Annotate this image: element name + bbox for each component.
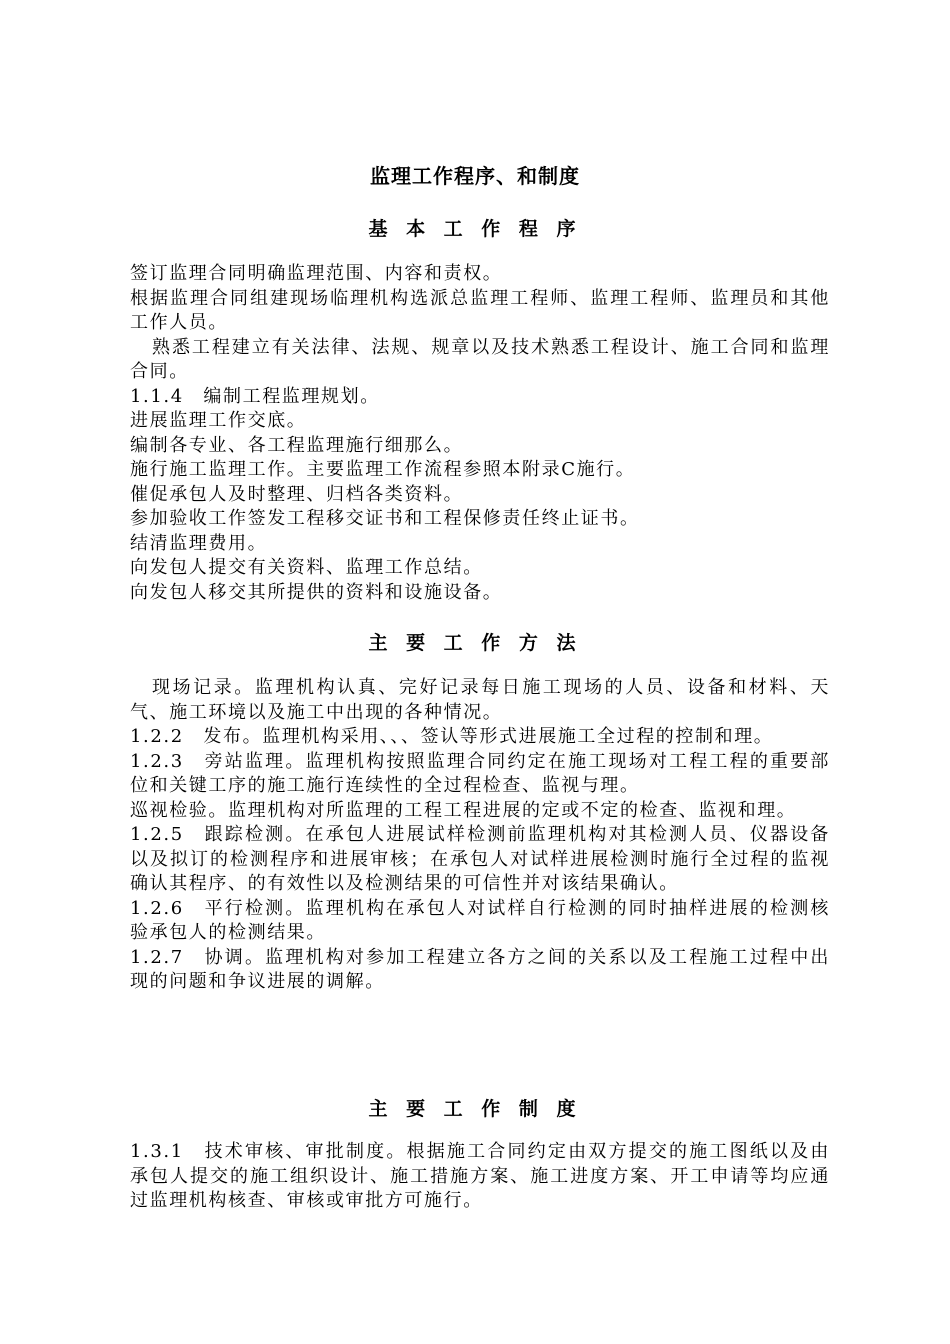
paragraph: 1.2.5 跟踪检测。在承包人进展试样检测前监理机构对其检测人员、仪器设备以及拟订的检测程序和进展审核；在承包人对试样进展检测时施行全过程的监视确认其程序、的有效性以及检测结果的可信性并对该结果确认。	[130, 824, 830, 894]
paragraph: 1.2.6 平行检测。监理机构在承包人对试样自行检测的同时抽样进展的检测核验承包人的检测结果。	[130, 897, 830, 943]
paragraph: 1.2.3 旁站监理。监理机构按照监理合同约定在施工现场对工程工程的重要部位和关键工序的施工施行连续性的全过程检查、监视与理。	[130, 750, 830, 796]
section-heading-basic-procedure: 基 本 工 作 程 序	[368, 218, 582, 240]
paragraph: 参加验收工作签发工程移交证书和工程保修责任终止证书。	[130, 508, 640, 529]
paragraph: 编制各专业、各工程监理施行细那么。	[130, 434, 464, 456]
section-body-main-systems	[130, 1140, 830, 1214]
paragraph: 向发包人移交其所提供的资料和设施设备。	[130, 581, 503, 603]
paragraph: 结清监理费用。	[130, 532, 268, 554]
paragraph: 签订监理合同明确监理范围、内容和责权。	[130, 263, 503, 284]
paragraph: 现场记录。监理机构认真、完好记录每日施工现场的人员、设备和材料、天气、施工环境以及施工中出现的各种情况。	[130, 677, 830, 723]
paragraph: 施行施工监理工作。主要监理工作流程参照本附录C施行。	[130, 459, 636, 480]
paragraph: 进展监理工作交底。	[130, 410, 307, 431]
paragraph: 熟悉工程建立有关法律、法规、规章以及技术熟悉工程设计、施工合同和监理合同。	[130, 336, 830, 382]
section-heading-main-methods: 主 要 工 作 方 法	[368, 632, 582, 654]
paragraph: 1.2.7 协调。监理机构对参加工程建立各方之间的关系以及工程施工过程中出现的问题和争议进展的调解。	[130, 946, 830, 992]
paragraph: 催促承包人及时整理、归档各类资料。	[130, 483, 464, 505]
paragraph: 1.1.4 编制工程监理规划。	[130, 385, 380, 407]
section-heading-main-systems: 主 要 工 作 制 度	[368, 1098, 582, 1120]
paragraph: 根据监理合同组建现场临理机构选派总监理工程师、监理工程师、监理员和其他工作人员。	[130, 287, 830, 333]
paragraph: 1.3.1 技术审核、审批制度。根据施工合同约定由双方提交的施工图纸以及由承包人提交的施工组织设计、施工措施方案、施工进度方案、开工申请等均应通过监理机构核查、审核或审批方可施行。	[130, 1141, 830, 1211]
paragraph: 向发包人提交有关资料、监理工作总结。	[130, 557, 483, 578]
paragraph: 1.2.2 发布。监理机构采用、、、签认等形式进展施工全过程的控制和理。	[130, 726, 774, 747]
paragraph: 巡视检验。监理机构对所监理的工程工程进展的定或不定的检查、监视和理。	[130, 799, 797, 821]
section-body-main-methods	[130, 676, 830, 995]
section-body-basic-procedure	[130, 262, 830, 605]
document-title: 监理工作程序、和制度	[370, 164, 580, 188]
